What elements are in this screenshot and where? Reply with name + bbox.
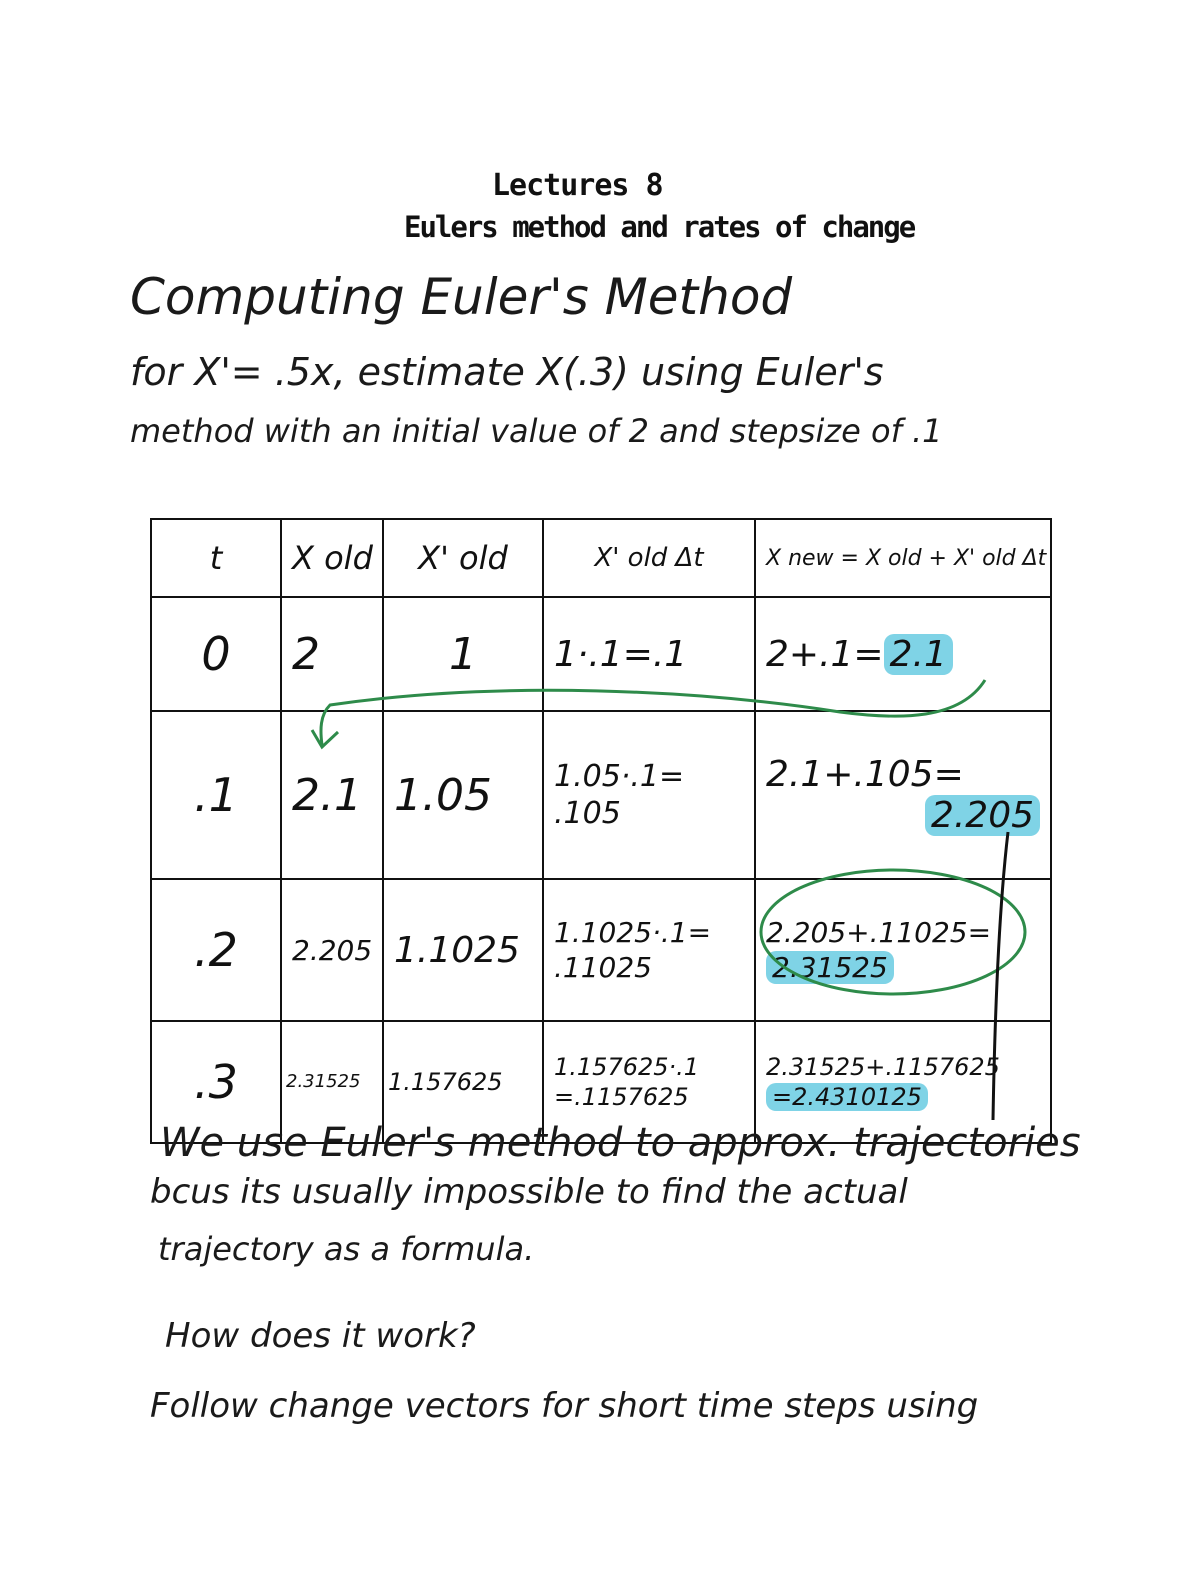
cell-x-old: 2 xyxy=(281,597,383,711)
cell-t: .1 xyxy=(151,711,281,879)
cell-t: 0 xyxy=(151,597,281,711)
cell-step: 1.157625·.1 =.1157625 xyxy=(543,1021,755,1143)
header-t: t xyxy=(151,519,281,597)
cell-x-new xyxy=(755,597,1051,711)
header-step: X' old Δt xyxy=(543,519,755,597)
cell-t: .2 xyxy=(151,879,281,1021)
cell-x-old: 2.31525 xyxy=(281,1021,383,1143)
section-heading: Computing Euler's Method xyxy=(130,268,793,326)
header-xprime-old: X' old xyxy=(383,519,543,597)
page-subtitle: Eulers method and rates of change xyxy=(404,210,915,244)
new-expression: 2.31525+.1157625 xyxy=(766,1053,1000,1081)
problem-line-2: method with an initial value of 2 and stepsize of .1 xyxy=(130,412,943,450)
new-value-highlight: =2.4310125 xyxy=(766,1083,928,1111)
header-x-new: X new = X old + X' old Δt xyxy=(755,519,1051,597)
header-x-old: X old xyxy=(281,519,383,597)
cell-xprime-old: 1.05 xyxy=(383,711,543,879)
explanation-line-2: bcus its usually impossible to find the actual xyxy=(150,1172,908,1212)
page-title: Lectures 8 xyxy=(492,168,663,203)
explanation-line-4: Follow change vectors for short time steps using xyxy=(150,1386,979,1426)
cell-step: 1·.1=.1 xyxy=(543,597,755,711)
new-value-highlight: 2.1 xyxy=(884,634,953,675)
cell-step: 1.1025·.1= .11025 xyxy=(543,879,755,1021)
table-row xyxy=(151,711,1051,879)
cell-xprime-old: 1.1025 xyxy=(383,879,543,1021)
question-line: How does it work? xyxy=(165,1316,476,1356)
cell-x-old: 2.1 xyxy=(281,711,383,879)
cell-xprime-old: 1 xyxy=(383,597,543,711)
cell-xprime-old: 1.157625 xyxy=(383,1021,543,1143)
table-row xyxy=(151,597,1051,711)
table-row xyxy=(151,879,1051,1021)
cell-step: 1.05·.1= .105 xyxy=(543,711,755,879)
explanation-line-1: We use Euler's method to approx. trajectories xyxy=(160,1120,1081,1166)
explanation-line-3: trajectory as a formula. xyxy=(158,1230,535,1268)
euler-table xyxy=(150,518,1052,1144)
cell-x-new xyxy=(755,711,1051,879)
table-header-row xyxy=(151,519,1051,597)
new-expression: 2.205+.11025= xyxy=(766,916,992,949)
new-value-highlight: 2.205 xyxy=(925,795,1040,836)
cell-t: .3 xyxy=(151,1021,281,1143)
cell-x-old: 2.205 xyxy=(281,879,383,1021)
problem-line-1: for X'= .5x, estimate X(.3) using Euler's xyxy=(130,350,884,394)
euler-table-wrap xyxy=(150,518,1050,1111)
new-expression: 2.1+.105= xyxy=(766,754,964,795)
cell-x-new xyxy=(755,879,1051,1021)
new-value-highlight: 2.31525 xyxy=(766,951,894,984)
new-expression: 2+.1= xyxy=(766,633,884,675)
